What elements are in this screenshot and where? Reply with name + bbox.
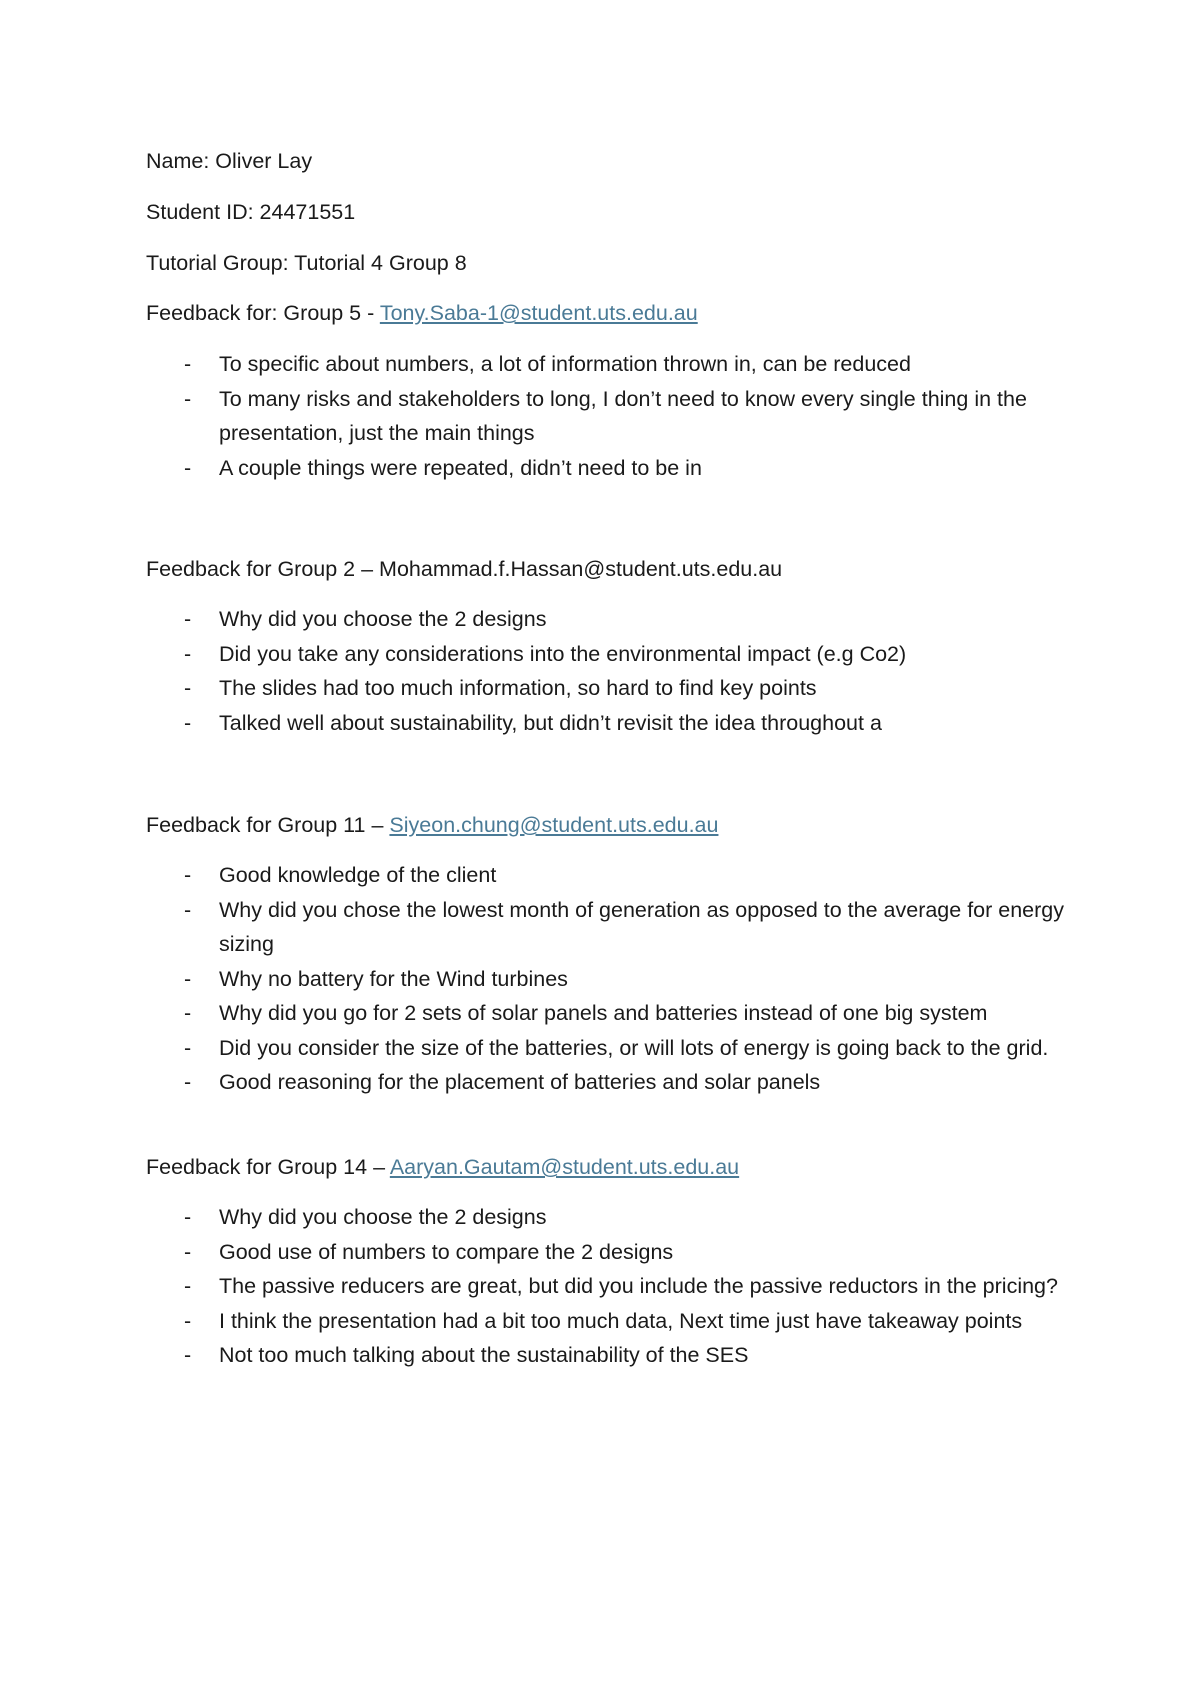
list-item-text: Why did you choose the 2 designs [219, 607, 547, 631]
feedback-list-group-11 [0, 858, 1200, 1100]
bullet-dash: - [184, 1343, 192, 1367]
feedback-heading-group-11 [146, 811, 718, 839]
bullet-dash: - [184, 966, 192, 991]
list-item [0, 996, 1200, 1031]
list-item-text: Good use of numbers to compare the 2 designs [219, 1239, 674, 1264]
list-item-text: Why did you choose the 2 designs [219, 1205, 547, 1229]
bullet-dash: - [184, 386, 192, 411]
bullet-dash: - [184, 676, 192, 700]
list-item [0, 1200, 1200, 1235]
feedback-heading-group-5 [146, 299, 698, 327]
list-item-text: Why did you chose the lowest month of generation as opposed to the average for energy sizing [219, 897, 1064, 956]
tutorial-group-line: Tutorial Group: Tutorial 4 Group 8 [146, 251, 467, 275]
bullet-dash: - [184, 455, 192, 480]
list-item-text: The slides had too much information, so hard to find key points [219, 676, 817, 700]
list-item-text: Did you consider the size of the batteries, or will lots of energy is going back to the grid. [219, 1035, 1049, 1060]
feedback-list-group-2 [0, 602, 1200, 740]
feedback-heading-prefix: Feedback for Group 2 – [146, 557, 380, 581]
list-item [0, 451, 1200, 486]
bullet-dash: - [184, 1274, 192, 1298]
list-item [0, 1338, 1200, 1373]
list-item [0, 1269, 1200, 1304]
email-link[interactable]: Tony.Saba-1@student.uts.edu.au [379, 301, 698, 325]
list-item-text: Why no battery for the Wind turbines [219, 966, 568, 991]
bullet-dash: - [184, 897, 192, 922]
list-item [0, 347, 1200, 382]
bullet-dash: - [184, 1308, 192, 1333]
list-item [0, 602, 1200, 637]
list-item-text: Why did you go for 2 sets of solar panels and batteries instead of one big system [219, 1001, 988, 1025]
list-item-text: A couple things were repeated, didn’t need to be in [219, 455, 702, 480]
list-item [0, 962, 1200, 997]
bullet-dash: - [184, 1001, 192, 1025]
list-item [0, 382, 1200, 451]
list-item [0, 1235, 1200, 1270]
list-item-text: I think the presentation had a bit too much data, Next time just have takeaway points [219, 1308, 1023, 1333]
list-item [0, 637, 1200, 672]
feedback-heading-prefix: Feedback for Group 14 – [146, 1155, 390, 1179]
email-link[interactable]: Aaryan.Gautam@student.uts.edu.au [389, 1155, 740, 1179]
bullet-dash: - [184, 1205, 192, 1229]
bullet-dash: - [184, 607, 192, 631]
list-item-text: The passive reducers are great, but did you include the passive reductors in the pricing? [219, 1274, 1058, 1298]
list-item [0, 858, 1200, 893]
bullet-dash: - [184, 641, 192, 666]
list-item [0, 1304, 1200, 1339]
list-item-text: To many risks and stakeholders to long, I don’t need to know every single thing in the presentation, just the main things [219, 386, 1027, 445]
student-id-line: Student ID: 24471551 [146, 200, 356, 224]
list-item-text: Good reasoning for the placement of batteries and solar panels [219, 1070, 821, 1094]
bullet-dash: - [184, 863, 192, 887]
feedback-list-group-14 [0, 1200, 1200, 1373]
list-item-text: Not too much talking about the sustainability of the SES [219, 1343, 749, 1367]
list-item [0, 706, 1200, 741]
list-item-text: Did you take any considerations into the environmental impact (e.g Co2) [219, 641, 907, 666]
feedback-heading-prefix: Feedback for: Group 5 - [146, 301, 380, 325]
bullet-dash: - [184, 1239, 192, 1264]
bullet-dash: - [184, 710, 192, 735]
feedback-heading-prefix: Feedback for Group 11 – [146, 813, 390, 837]
list-item [0, 671, 1200, 706]
feedback-list-group-5 [0, 347, 1200, 485]
name-line: Name: Oliver Lay [146, 149, 313, 173]
bullet-dash: - [184, 1035, 192, 1060]
list-item-text: Good knowledge of the client [219, 863, 497, 887]
feedback-heading-group-14 [146, 1153, 739, 1181]
list-item-text: Talked well about sustainability, but didn’t revisit the idea throughout a [219, 710, 882, 735]
list-item-text: To specific about numbers, a lot of information thrown in, can be reduced [219, 352, 911, 376]
bullet-dash: - [184, 352, 192, 376]
bullet-dash: - [184, 1070, 192, 1094]
list-item [0, 1031, 1200, 1066]
email-text: Mohammad.f.Hassan@student.uts.edu.au [379, 557, 783, 581]
email-link[interactable]: Siyeon.chung@student.uts.edu.au [389, 813, 719, 837]
feedback-heading-group-2 [146, 555, 782, 583]
list-item [0, 1065, 1200, 1100]
list-item [0, 893, 1200, 962]
